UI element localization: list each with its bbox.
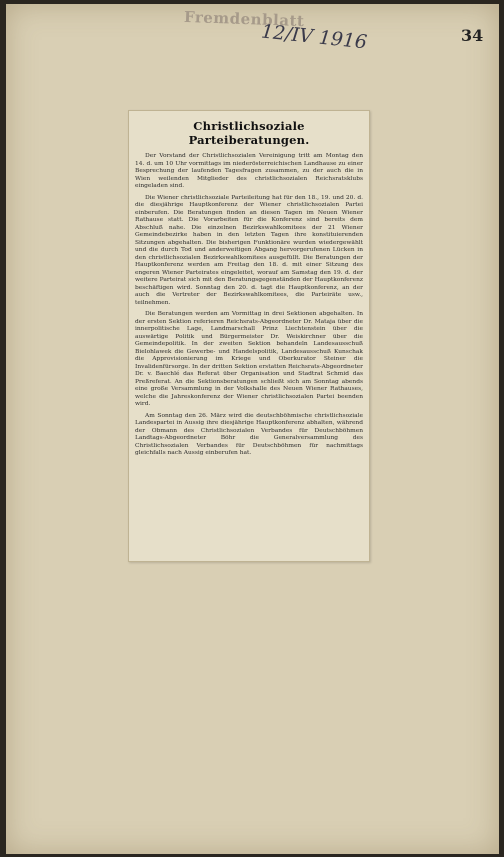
article-paragraph: Die Beratungen werden am Vormittag in drei Sektionen abgehalten. In der ersten Sektion referieren Reichsrats-Abgeordneter Dr. Mataja über die innerpolitische Lage, Landmarschall Prinz Liechtenstein über die auswärtige Politik und Bürgermeister Dr. Weiskirchner über die Gemeindepolitik. In der zweiten Sektion behandeln Landesausschuß Bielohlawek die Gewerbe- und Handelspolitik, Landesausschuß Kunschak die Approvisionierung im Kriege und Oberkurator Steiner die Invalidenfürsorge. In der dritten Sektion erstatten Reichsrats-Abgeordneter Dr. v. Baechlé das Referat über Organisation und Stadtrat Schmid das Preßreferat. An die Sektionsberatungen schließt sich am Sonntag abends eine große Versammlung in der Volkshalle des Neuen Wiener Rathauses, welche die Jahreskonferenz der Wiener christlichsozialen Partei beenden wird. xyxy=(135,311,363,407)
article-headline: Christlichsoziale Parteiberatungen. xyxy=(188,119,310,147)
article-paragraph: Der Vorstand der Christlichsozialen Vereinigung tritt am Montag den 14. d. um 10 Uhr vormittags im niederösterreichischen Landhause zu einer Besprechung der laufenden Tagesfragen zusammen, zu der auch die in Wien weilenden Mitglieder des christlichsozialen Reichsratsklubs eingeladen sind. xyxy=(135,153,363,189)
newspaper-clipping xyxy=(128,110,370,562)
handwritten-date: 12/IV 1916 xyxy=(260,20,369,54)
archive-sheet xyxy=(6,4,499,854)
article-paragraph: Am Sonntag den 26. März wird die deutschböhmische christlichsoziale Landespartei in Aussig ihre diesjährige Hauptkonferenz abhalten, während der Obmann des Christlichsozialen Verbandes für Deutschböhmen Landtags-Abgeordneter Böhr die Generalversammlung des Christlichsozialen Verbandes für Deutschböhmen für nachmittags gleichfalls nach Aussig einberufen hat. xyxy=(135,412,363,456)
page-number: 34 xyxy=(461,26,484,45)
newspaper-stamp: Fremdenblatt xyxy=(183,7,305,31)
article-paragraph: Die Wiener christlichsoziale Parteileitung hat für den 18., 19. und 20. d. die diesjährige Hauptkonferenz der Wiener christlichsozialen Partei einberufen. Die Beratungen finden an diesen Tagen im Neuen Wiener Rathause statt. Die Vorarbeiten für die Konferenz sind bereits dem Abschluß nahe. Die einzelnen Bezirkswahlkomitees der 21 Wiener Gemeindebezirke haben in den letzten Tagen ihre konstituierenden Sitzungen abgehalten. Die bisherigen Funktionäre wurden wiedergewählt und die durch Tod und anderweitigen Abgang hervorgerufenen Lücken in den christlichsozialen Bezirkswahlkomitees ausgefüllt. Die Beratungen der Hauptkonferenz werden am Freitag den 18. d. mit einer Sitzung des engeren Wiener Parteirates eingeleitet, worauf am Samstag den 19. d. der weitere Parteirat sich mit den Beratungsgegenständen der Hauptkonferenz beschäftigen wird. Sonntag den 20. d. tagt die Hauptkonferenz, an der auch die Vertreter der Bezirkswahlkomitees, die Parteiräte usw., teilnehmen. xyxy=(135,194,363,306)
